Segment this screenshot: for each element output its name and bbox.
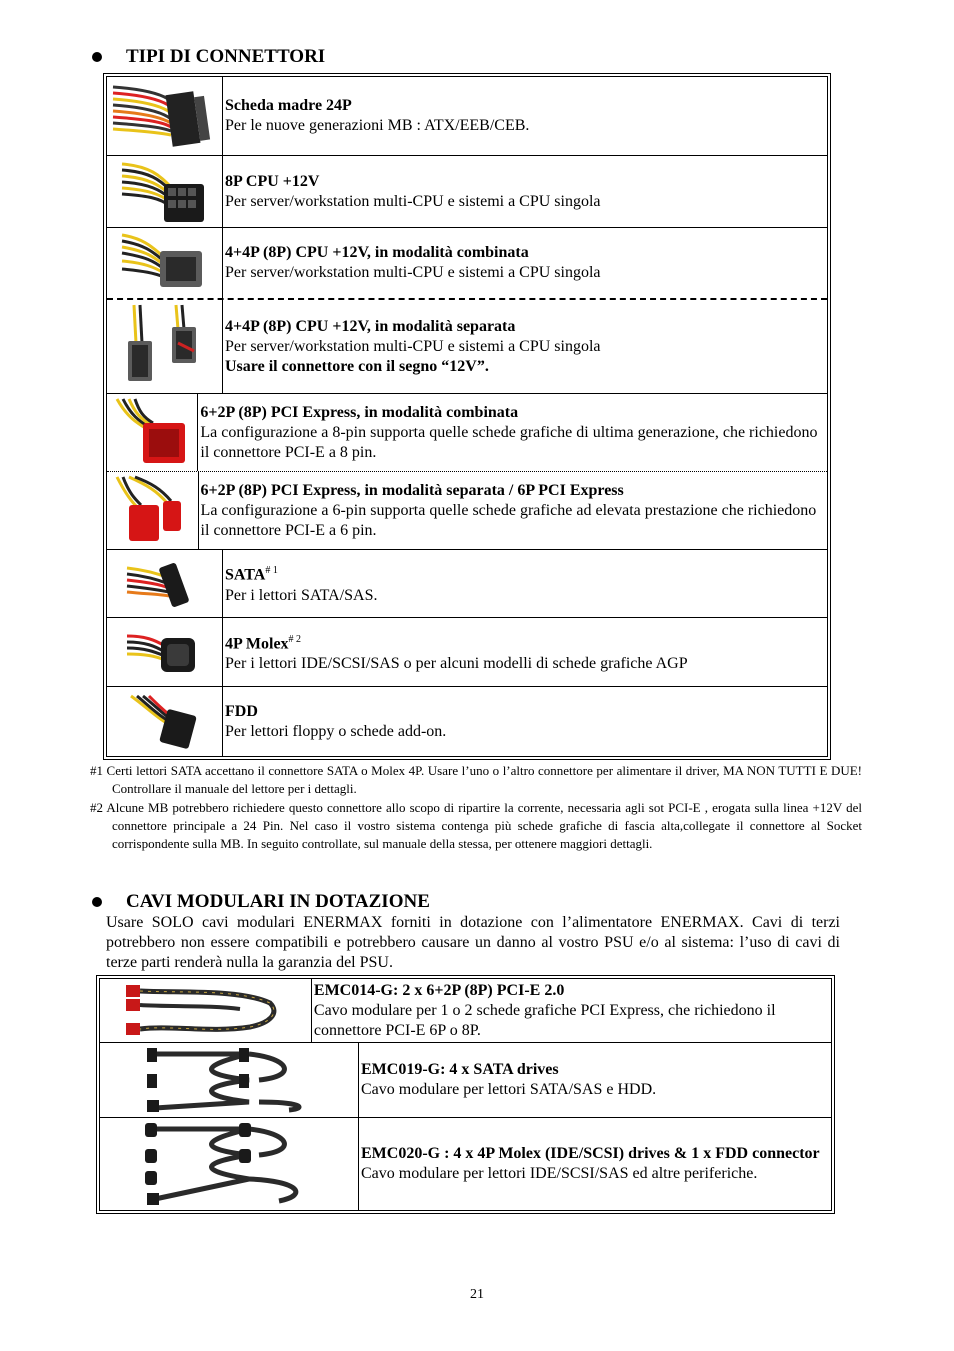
table-row [107,300,827,394]
connector-text [223,77,529,155]
bullet-icon [92,897,102,907]
connector-desc: Per i lettori SATA/SAS. [225,586,378,604]
connector-desc: Per server/workstation multi-CPU e sistemi a CPU singola [225,337,601,355]
cable-title: EMC014-G: 2 x 6+2P (8P) PCI-E 2.0 [313,981,565,999]
footnote-1: #1 Certi lettori SATA accettano il connettore SATA o Molex 4P. Usare l’uno o l’altro connettore per alimentare il driver, MA NON TUTTI E DUE! Controllare il manuale del lettore per i dettagli. [90,763,862,796]
connector-desc: Per server/workstation multi-CPU e sistemi a CPU singola [225,264,601,281]
connector-title: SATA [225,566,266,584]
cables-table [96,975,835,1214]
table-row [107,156,827,228]
table-row [100,979,831,1043]
connector-title: 4+4P (8P) CPU +12V, in modalità separata [225,317,516,335]
connector-desc: Per i lettori IDE/SCSI/SAS o per alcuni modelli di schede grafiche AGP [225,655,688,673]
table-row [107,687,827,756]
molex-cable-icon [100,1118,359,1210]
footnote-2: #2 Alcune MB potrebbero richiedere questo connettore allo scopo di ripartire la corrente, necessaria agli sot PCI-E , erogata sulla linea +12V del connettore principale a 24 Pin. Nel caso il vostro sistema contenga più schede grafiche di fascia alta,collegate il connettore al Socket corrispondente sulla MB. In seguito controllate, sul manuale della stessa, per ottenere maggiori dettagli. [90,800,862,851]
connector-text [223,618,688,686]
connector-text [223,156,601,227]
4plus4p-combined-icon [107,228,223,298]
connector-desc: La configurazione a 8-pin supporta quelle schede grafiche di ultima generazione, che richiedono il connettore PCI-E a 8 pin. [200,423,818,461]
footnote-ref: # 2 [288,633,302,645]
connectors-table [103,73,831,760]
connector-desc: Per lettori floppy o schede add-on. [225,722,447,740]
connector-text [199,472,827,549]
cable-desc: Cavo modulare per lettori SATA/SAS e HDD. [361,1081,657,1098]
cable-title: EMC019-G: 4 x SATA drives [361,1061,559,1078]
table-row [107,550,827,618]
connector-title: 6+2P (8P) PCI Express, in modalità combinata [200,403,519,421]
table-row [107,472,827,550]
connector-desc: Per server/workstation multi-CPU e sistemi a CPU singola [225,192,601,210]
section-heading-text: TIPI DI CONNETTORI [126,46,326,67]
table-row [107,618,827,687]
cable-desc: Cavo modulare per lettori IDE/SCSI/SAS ed altre periferiche. [361,1165,758,1182]
molex-connector-icon [107,618,223,686]
section-heading-text: CAVI MODULARI IN DOTAZIONE [126,891,430,912]
connector-desc: Per le nuove generazioni MB : ATX/EEB/CEB. [225,117,530,134]
cable-desc: Cavo modulare per 1 o 2 schede grafiche PCI Express, che richiedono il connettore PCI-E 6P o 8P. [313,1001,776,1039]
connector-text [198,394,827,471]
table-row [100,1043,831,1118]
8p-cpu-connector-icon [107,156,223,227]
sata-connector-icon [107,550,223,617]
connector-desc: La configurazione a 6-pin supporta quelle schede grafiche ad elevata prestazione che richiedono il connettore PCI-E a 6 pin. [200,501,817,539]
connector-title: 8P CPU +12V [225,172,320,190]
connector-text [223,228,601,298]
cable-text [312,979,831,1042]
cables-paragraph: Usare SOLO cavi modulari ENERMAX forniti in dotazione con l’alimentatore ENERMAX. Cavi di terzi potrebbero non essere compatibili e potrebbero causare un danno al vostro PSU e/o al sistema: l’uso di cavi di terze parti renderà nulla la garanzia del PSU. [106,914,840,971]
connector-title: Scheda madre 24P [225,97,352,114]
connector-title: 4P Molex [225,635,289,653]
page-number: 21 [470,1287,484,1302]
4plus4p-separated-icon [107,300,223,393]
cable-title: EMC020-G : 4 x 4P Molex (IDE/SCSI) drives & 1 x FDD connector [361,1145,820,1162]
connector-text [223,300,601,393]
connector-title: 6+2P (8P) PCI Express, in modalità separata / 6P PCI Express [200,481,624,499]
connector-title: 4+4P (8P) CPU +12V, in modalità combinata [225,244,529,261]
table-row [107,394,827,472]
table-row [107,228,827,300]
footnote-ref: # 1 [265,565,278,577]
connector-title: FDD [225,702,258,720]
sata-cable-icon [100,1043,359,1117]
connector-text [223,687,446,756]
cable-text [359,1118,820,1210]
section-heading-connectors [92,46,325,68]
pcie-cable-icon [100,979,312,1042]
connector-note: Usare il connettore con il segno “12V”. [225,357,489,375]
6plus2p-separated-icon [107,472,199,549]
section-heading-cables [92,891,430,913]
6plus2p-combined-icon [107,394,198,471]
table-row [100,1118,831,1210]
fdd-connector-icon [107,687,223,756]
bullet-icon [92,52,102,62]
24p-connector-icon [107,77,223,155]
connector-text [223,550,378,617]
table-row [107,77,827,156]
cable-text [359,1043,656,1117]
